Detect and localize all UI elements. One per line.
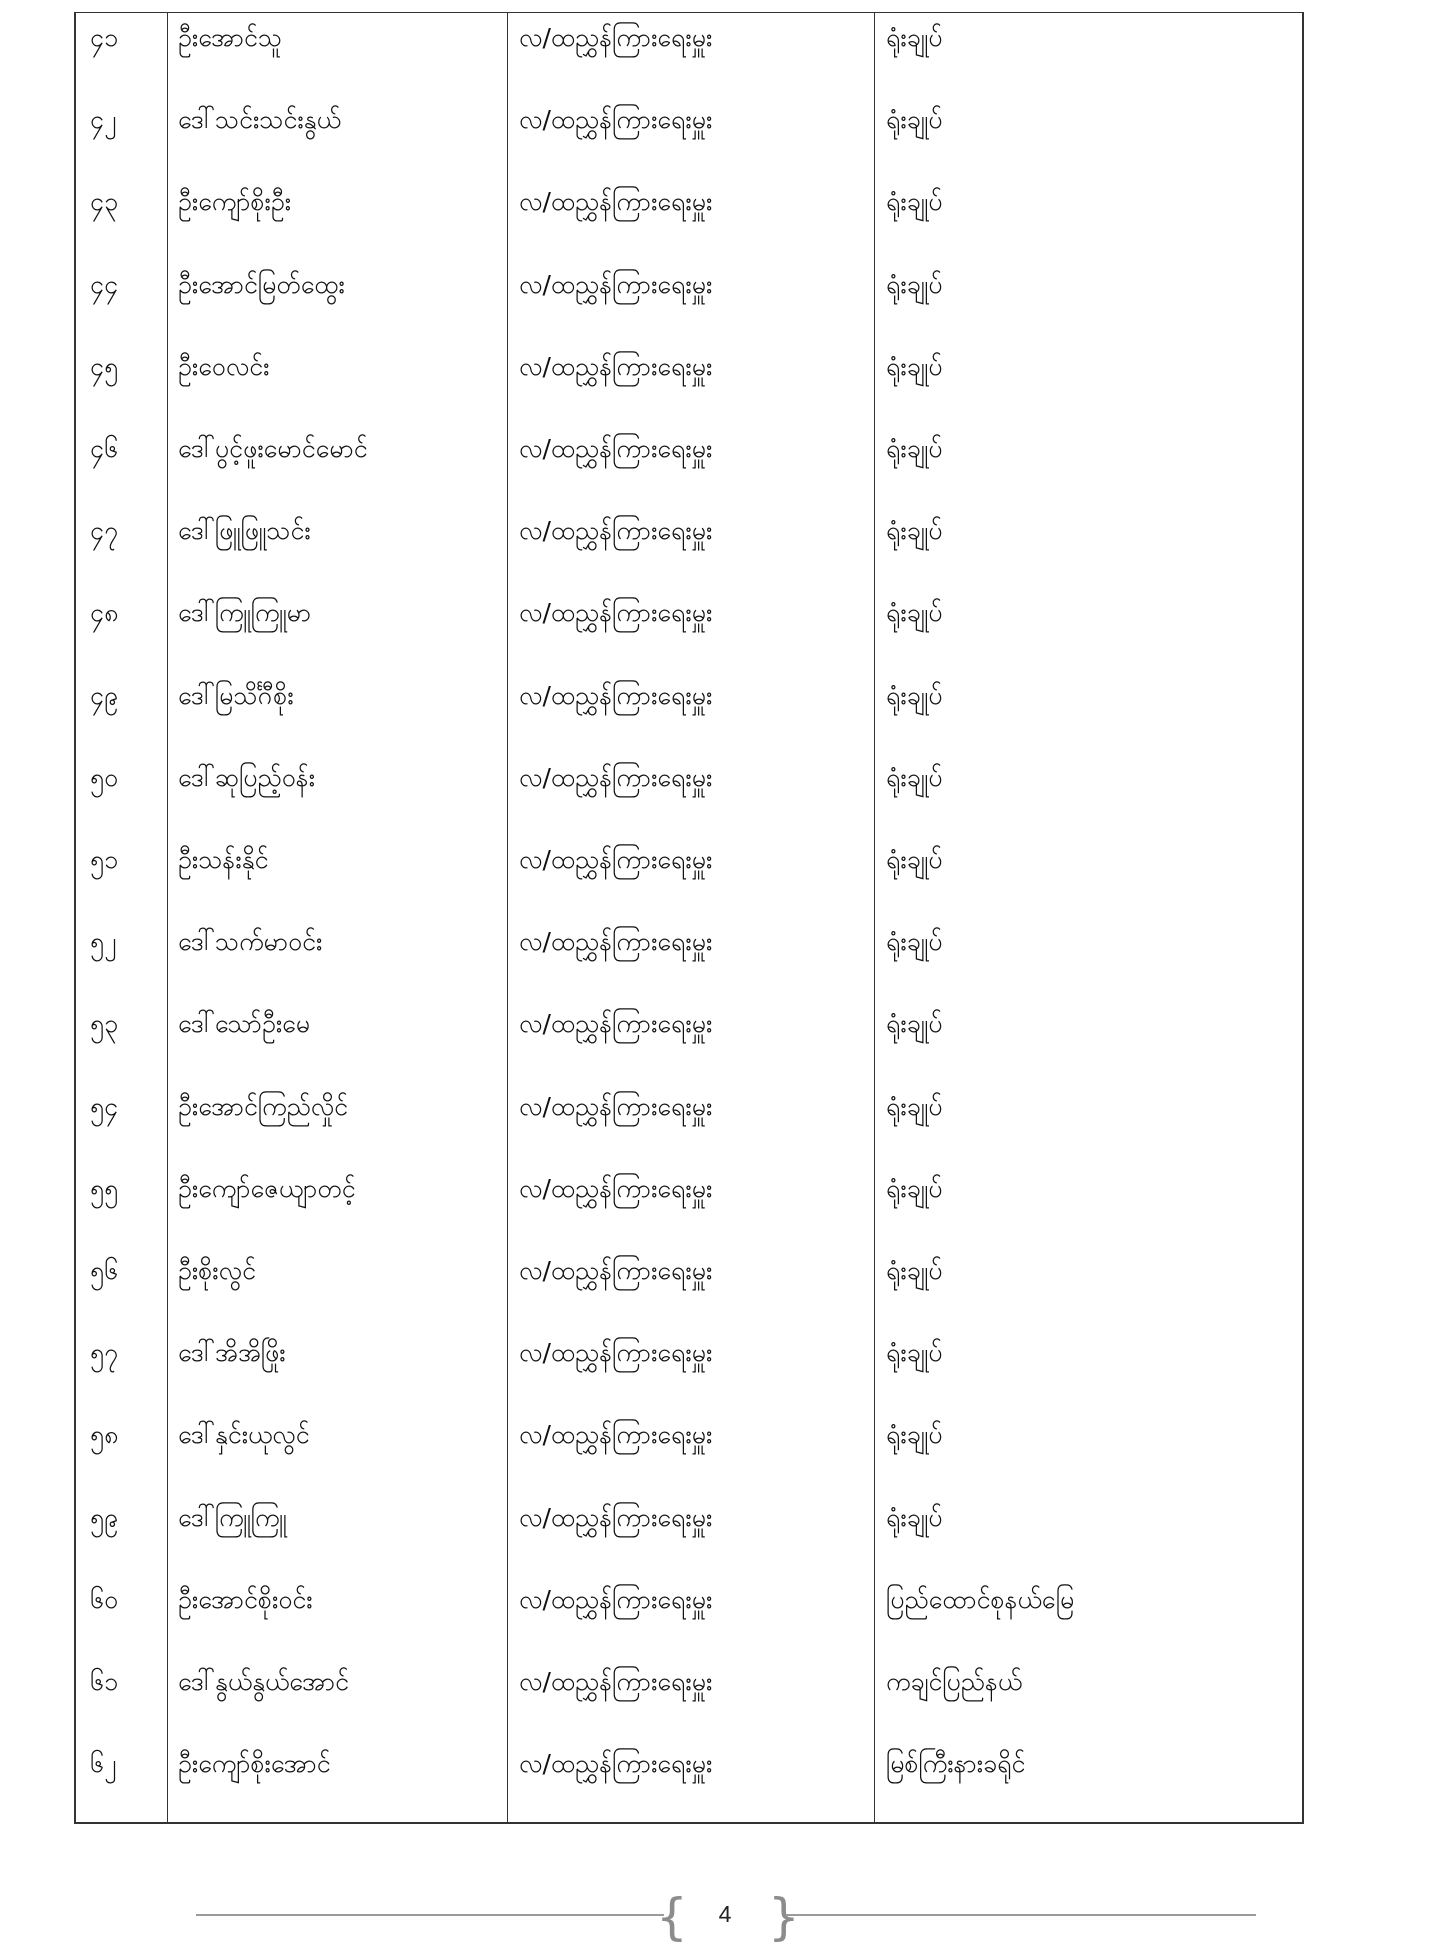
person-name: ဒေါ်နှင်းယုလွင် [178,1420,310,1450]
row-number: ၄၂ [90,105,117,135]
person-name: ဒေါ်သင်းသင်းနွယ် [178,105,341,135]
office-location: မြစ်ကြီးနားခရိုင် [886,1749,1026,1779]
row-number: ၅၁ [90,845,119,874]
row-number: ၅၅ [90,1173,119,1203]
table-row [76,1084,1302,1166]
row-number: ၄၁ [90,23,119,52]
position-title: လ/ထညွှန်ကြားရေးမှူး [519,1420,713,1450]
office-location: ရုံးချုပ် [886,1502,943,1532]
person-name: ဦးကျော်စိုးဦး [178,187,292,217]
person-name: ဒေါ်မြသိင်္ဂီစိုး [178,680,294,710]
person-name: ဒေါ်ပွင့်ဖူးမောင်မောင် [178,434,368,463]
office-location: ရုံးချုပ် [886,1009,943,1039]
office-location: ရုံးချုပ် [886,23,943,52]
row-number: ၅၂ [90,927,117,957]
position-title: လ/ထညွှန်ကြားရေးမှူး [519,598,713,628]
row-number: ၄၆ [90,434,119,463]
row-number: ၄၄ [90,269,119,299]
row-number: ၄၅ [90,351,119,381]
position-title: လ/ထညွှန်ကြားရေးမှူး [519,23,713,52]
table-row [76,1659,1302,1741]
office-location: ရုံးချုပ် [886,269,943,299]
person-name: ဒေါ်ဖြူဖြူသင်း [178,516,311,546]
row-number: ၅၃ [90,1009,119,1039]
table-row [76,919,1302,1001]
page-number: 4 [718,1901,732,1927]
position-title: လ/ထညွှန်ကြားရေးမှူး [519,762,713,792]
table-row [76,508,1302,590]
position-title: လ/ထညွှန်ကြားရေးမှူး [519,927,713,957]
position-title: လ/ထညွှန်ကြားရေးမှူး [519,1173,713,1203]
person-name: ဦးကျော်ဇေယျာတင့် [178,1173,356,1203]
table-row [76,1741,1302,1823]
office-location: ရုံးချုပ် [886,927,943,957]
table-row [76,673,1302,755]
person-name: ဒေါ်ဆုပြည့်ဝန်း [178,762,316,792]
staff-table [74,12,1304,1824]
row-number: ၄၃ [90,187,119,217]
row-number: ၄၈ [90,598,119,628]
office-location: ရုံးချုပ် [886,1173,943,1203]
office-location: ရုံးချုပ် [886,187,943,217]
table-row [76,1001,1302,1083]
table-row [76,837,1302,919]
row-number: ၄၇ [90,516,119,546]
office-location: ပြည်ထောင်စုနယ်မြေ [886,1584,1075,1614]
row-number: ၅၄ [90,1091,119,1121]
person-name: ဦးအောင်မြတ်ထွေး [178,269,345,299]
person-name: ဒေါ်နွယ်နွယ်အောင် [178,1667,349,1696]
table-row [76,179,1302,261]
position-title: လ/ထညွှန်ကြားရေးမှူး [519,1009,713,1039]
position-title: လ/ထညွှန်ကြားရေးမှူး [519,1338,713,1368]
table-row [76,1577,1302,1659]
table-row [76,1166,1302,1248]
page-bracket-right: } [768,1888,800,1946]
office-location: ရုံးချုပ် [886,434,943,463]
office-location: ရုံးချုပ် [886,351,943,381]
person-name: ဒေါ်ကြူကြူမာ [178,598,312,628]
office-location: ရုံးချုပ် [886,598,943,628]
position-title: လ/ထညွှန်ကြားရေးမှူး [519,269,713,299]
position-title: လ/ထညွှန်ကြားရေးမှူး [519,105,713,135]
position-title: လ/ထညွှန်ကြားရေးမှူး [519,1749,713,1779]
person-name: ဒေါ်အိအိဖြိုး [178,1338,286,1368]
position-title: လ/ထညွှန်ကြားရေးမှူး [519,680,713,710]
table-row [76,755,1302,837]
page-footer [0,1888,1443,1955]
table-row [76,1248,1302,1330]
office-location: ရုံးချုပ် [886,845,943,874]
footer-rule-right [786,1914,1256,1916]
office-location: ရုံးချုပ် [886,762,943,792]
position-title: လ/ထညွှန်ကြားရေးမှူး [519,434,713,463]
position-title: လ/ထညွှန်ကြားရေးမှူး [519,845,713,874]
footer-rule-left [196,1914,664,1916]
row-number: ၄၉ [90,680,119,710]
row-number: ၆၂ [90,1749,117,1779]
position-title: လ/ထညွှန်ကြားရေးမှူး [519,1584,713,1614]
table-row [76,590,1302,672]
person-name: ဒေါ်သော်ဦးမေ [178,1009,311,1039]
page-bracket-left: { [656,1888,688,1946]
table-row [76,262,1302,344]
row-number: ၅၆ [90,1256,119,1285]
table-row [76,1330,1302,1412]
office-location: ကချင်ပြည်နယ် [886,1667,1023,1696]
office-location: ရုံးချုပ် [886,680,943,710]
row-number: ၆၁ [90,1667,119,1696]
office-location: ရုံးချုပ် [886,1091,943,1121]
position-title: လ/ထညွှန်ကြားရေးမှူး [519,1667,713,1696]
position-title: လ/ထညွှန်ကြားရေးမှူး [519,1091,713,1121]
position-title: လ/ထညွှန်ကြားရေးမှူး [519,187,713,217]
office-location: ရုံးချုပ် [886,516,943,546]
office-location: ရုံးချုပ် [886,1256,943,1285]
person-name: ဦးစိုးလွင် [178,1256,256,1285]
position-title: လ/ထညွှန်ကြားရေးမှူး [519,1502,713,1532]
position-title: လ/ထညွှန်ကြားရေးမှူး [519,516,713,546]
table-row [76,1412,1302,1494]
position-title: လ/ထညွှန်ကြားရေးမှူး [519,351,713,381]
row-number: ၅၈ [90,1420,119,1450]
person-name: ဦးကျော်စိုးအောင် [178,1749,331,1779]
row-number: ၅၇ [90,1338,119,1368]
person-name: ဦးအောင်သူ [178,23,283,52]
table-row [76,97,1302,179]
office-location: ရုံးချုပ် [886,1338,943,1368]
office-location: ရုံးချုပ် [886,105,943,135]
person-name: ဦးသန်းနိုင် [178,845,269,874]
person-name: ဦးဝေလင်း [178,351,270,381]
row-number: ၆၀ [90,1584,119,1614]
office-location: ရုံးချုပ် [886,1420,943,1450]
row-number: ၅၉ [90,1502,119,1532]
position-title: လ/ထညွှန်ကြားရေးမှူး [519,1256,713,1285]
person-name: ဒေါ်ကြူကြူ [178,1502,287,1532]
row-number: ၅၀ [90,762,119,792]
person-name: ဒေါ်သက်မာဝင်း [178,927,323,957]
person-name: ဦးအောင်စိုးဝင်း [178,1584,313,1614]
table-row [76,15,1302,97]
table-row [76,426,1302,508]
table-row [76,344,1302,426]
table-row [76,1495,1302,1577]
person-name: ဦးအောင်ကြည်လှိုင် [178,1091,349,1121]
